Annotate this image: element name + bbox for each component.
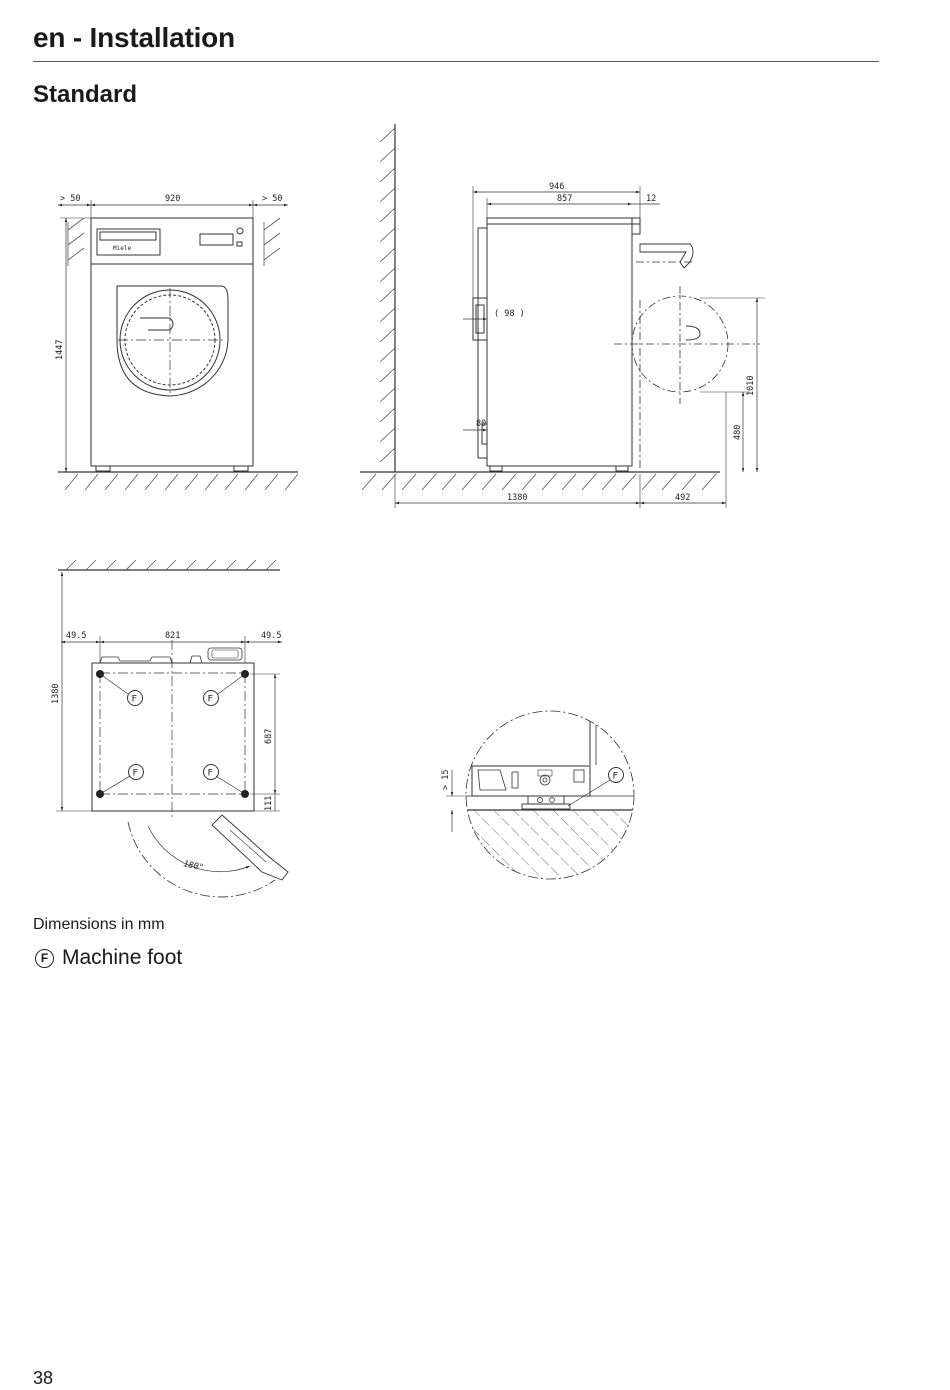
front-dim-right-clearance: > 50 [262,194,283,204]
side-floor-hatch [362,474,716,490]
foot-badge-icon: F [35,949,54,968]
front-dim-height: 1447 [55,339,65,360]
top-foot-label-2: F [207,694,213,705]
top-dim-foot-depth-spacing: 687 [264,728,274,744]
page-number: 38 [33,1368,54,1388]
side-wall-hatch [380,128,395,462]
page-header-title: en - Installation [33,22,235,53]
detail-dim-floor-gap: > 15 [441,769,451,790]
front-wall-hatch [68,218,280,266]
front-floor-hatch [65,474,298,490]
side-dim-floor-depth: 1380 [507,493,528,503]
detail-foot-label: F [612,771,618,782]
side-dim-bottom-offset: 80 [476,419,487,429]
side-dim-door-low-height: 480 [733,424,743,440]
side-dim-body-depth: 857 [557,194,573,204]
legend-label: Machine foot [62,946,183,969]
top-foot-label-1: F [131,694,137,705]
top-dim-total-depth: 1380 [51,683,61,704]
dimensions-caption: Dimensions in mm [33,916,165,933]
top-dim-right-margin: 49.5 [261,631,282,641]
front-view [58,200,298,490]
side-dim-door-swing: 492 [675,493,691,503]
top-dim-foot-spacing: 821 [165,631,181,641]
front-dim-width: 920 [165,194,181,204]
top-dim-left-margin: 49.5 [66,631,87,641]
detail-view [440,700,660,900]
top-wall-hatch [66,560,276,570]
legend-machine-foot [35,946,182,970]
front-dim-left-clearance: > 50 [60,194,81,204]
top-dim-front-foot-offset: 111 [264,795,274,811]
front-logo: Miele [113,245,132,252]
top-door-angle: 180° [182,859,205,874]
section-title: Standard [33,81,138,108]
side-dim-protrusion: ( 98 ) [494,309,525,319]
side-dim-lid-overhang: 12 [646,194,657,204]
top-view [56,560,288,897]
side-dim-total-depth: 946 [549,182,565,192]
side-dim-door-center-height: 1010 [746,375,756,396]
top-foot-label-4: F [207,768,213,779]
top-foot-label-3: F [132,768,138,779]
